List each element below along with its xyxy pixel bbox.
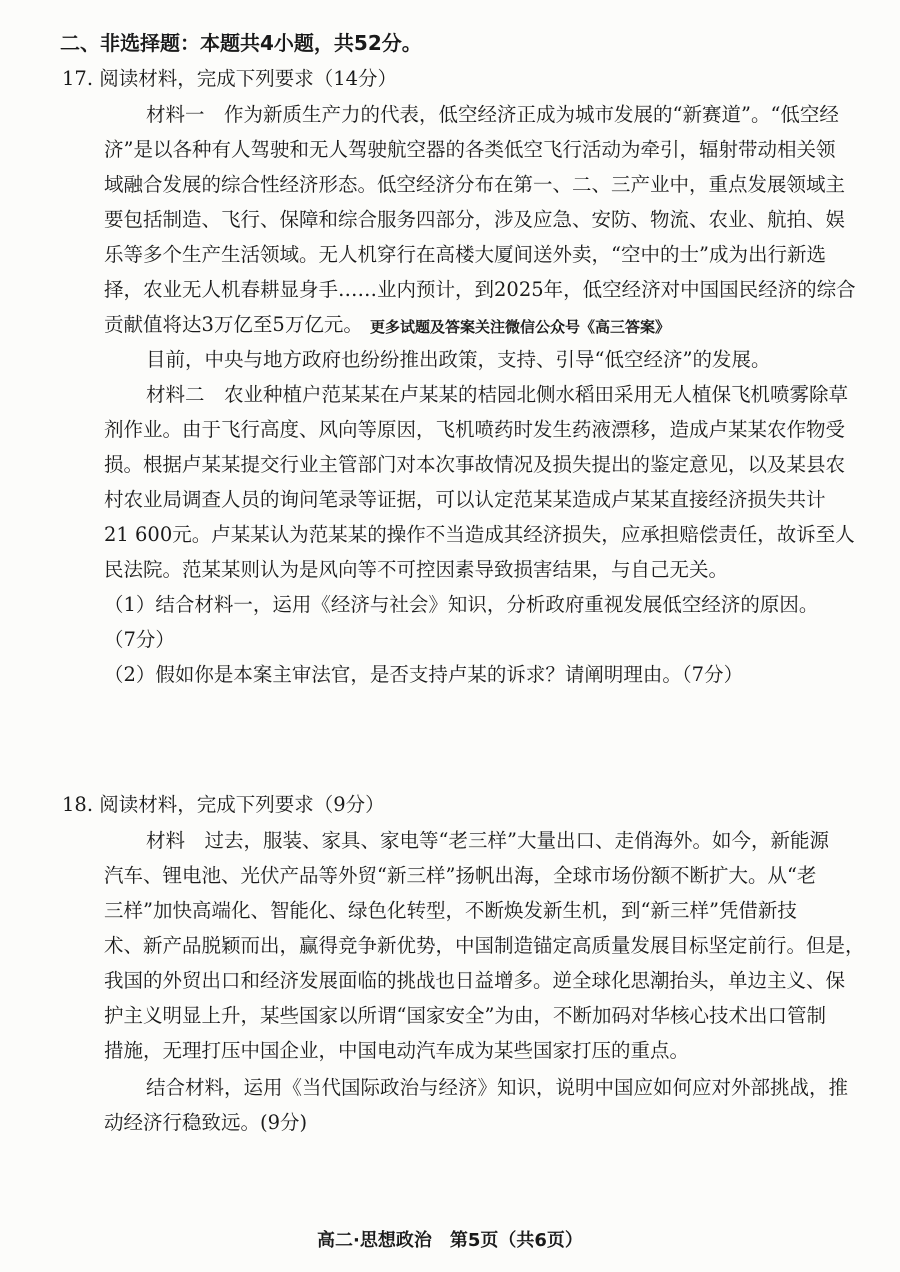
q18-material-line: 措施，无理打压中国企业，中国电动汽车成为某些国家打压的重点。 — [104, 1039, 690, 1062]
q17-material1-line: 要包括制造、飞行、保障和综合服务四部分，涉及应急、安防、物流、农业、航拍、娱 — [104, 208, 846, 231]
q17-material1-extra: 目前，中央与地方政府也纷纷推出政策，支持、引导“低空经济”的发展。 — [146, 348, 771, 371]
q18-material-line: 我国的外贸出口和经济发展面临的挑战也日益增多。逆全球化思潮抬头，单边主义、保 — [104, 969, 846, 992]
q17-subquestion-1-score: （7分） — [104, 628, 175, 651]
q18-material-line: 材料 过去，服装、家具、家电等“老三样”大量出口、走俏海外。如今，新能源 — [146, 829, 829, 852]
page-footer: 高二·思想政治 第5页（共6页） — [317, 1230, 583, 1251]
section-header: 二、非选择题：本题共4小题，共52分。 — [60, 31, 422, 55]
q17-material2-line: 剂作业。由于飞行高度、风向等原因，飞机喷药时发生药液漂移，造成卢某某农作物受 — [104, 418, 846, 441]
q17-material2-line: 21 600元。卢某某认为范某某的操作不当造成其经济损失，应承担赔偿责任，故诉至人 — [104, 523, 855, 546]
q18-material-line: 护主义明显上升，某些国家以所谓“国家安全”为由，不断加码对华核心技术出口管制 — [104, 1004, 826, 1027]
q17-material2-line: 村农业局调查人员的询问笔录等证据，可以认定范某某造成卢某某直接经济损失共计 — [104, 488, 826, 511]
q17-material1-line: 材料一 作为新质生产力的代表，低空经济正成为城市发展的“新赛道”。“低空经 — [146, 103, 839, 126]
q18-heading: 18. 阅读材料，完成下列要求（9分） — [62, 793, 385, 816]
q18-question: 动经济行稳致远。(9分) — [104, 1111, 308, 1134]
q17-material1-line: 域融合发展的综合性经济形态。低空经济分布在第一、二、三产业中，重点发展领域主 — [104, 173, 846, 196]
q18-material-line: 三样”加快高端化、智能化、绿色化转型，不断焕发新生机，到“新三样”凭借新技 — [104, 899, 797, 922]
q17-heading: 17. 阅读材料，完成下列要求（14分） — [62, 67, 398, 90]
watermark-note: 更多试题及答案关注微信公众号《高三答案》 — [370, 318, 671, 336]
q17-material2-line: 材料二 农业种植户范某某在卢某某的桔园北侧水稻田采用无人植保飞机喷雾除草 — [146, 383, 849, 406]
q17-material2-line: 民法院。范某某则认为是风向等不可控因素导致损害结果，与自己无关。 — [104, 558, 729, 581]
q17-subquestion-1: （1）结合材料一，运用《经济与社会》知识，分析政府重视发展低空经济的原因。 — [104, 593, 819, 616]
q17-material1-line: 择，农业无人机春耕显身手……业内预计，到2025年，低空经济对中国国民经济的综合 — [104, 278, 856, 301]
q17-material1-line: 贡献值将达3万亿至5万亿元。 — [104, 313, 363, 336]
q17-material1-line: 乐等多个生产生活领域。无人机穿行在高楼大厦间送外卖，“空中的士”成为出行新选 — [104, 243, 826, 266]
q18-material-line: 汽车、锂电池、光伏产品等外贸“新三样”扬帆出海，全球市场份额不断扩大。从“老 — [104, 864, 817, 887]
q18-material-line: 术、新产品脱颖而出，赢得竞争新优势，中国制造锚定高质量发展目标坚定前行。但是， — [104, 934, 865, 957]
q17-material2-line: 损。根据卢某某提交行业主管部门对本次事故情况及损失提出的鉴定意见，以及某县农 — [104, 453, 846, 476]
q17-material1-line: 济”是以各种有人驾驶和无人驾驶航空器的各类低空飞行活动为牵引，辐射带动相关领 — [104, 138, 836, 161]
q17-subquestion-2: （2）假如你是本案主审法官，是否支持卢某的诉求？请阐明理由。（7分） — [104, 663, 744, 686]
q18-question: 结合材料，运用《当代国际政治与经济》知识，说明中国应如何应对外部挑战，推 — [146, 1076, 849, 1099]
